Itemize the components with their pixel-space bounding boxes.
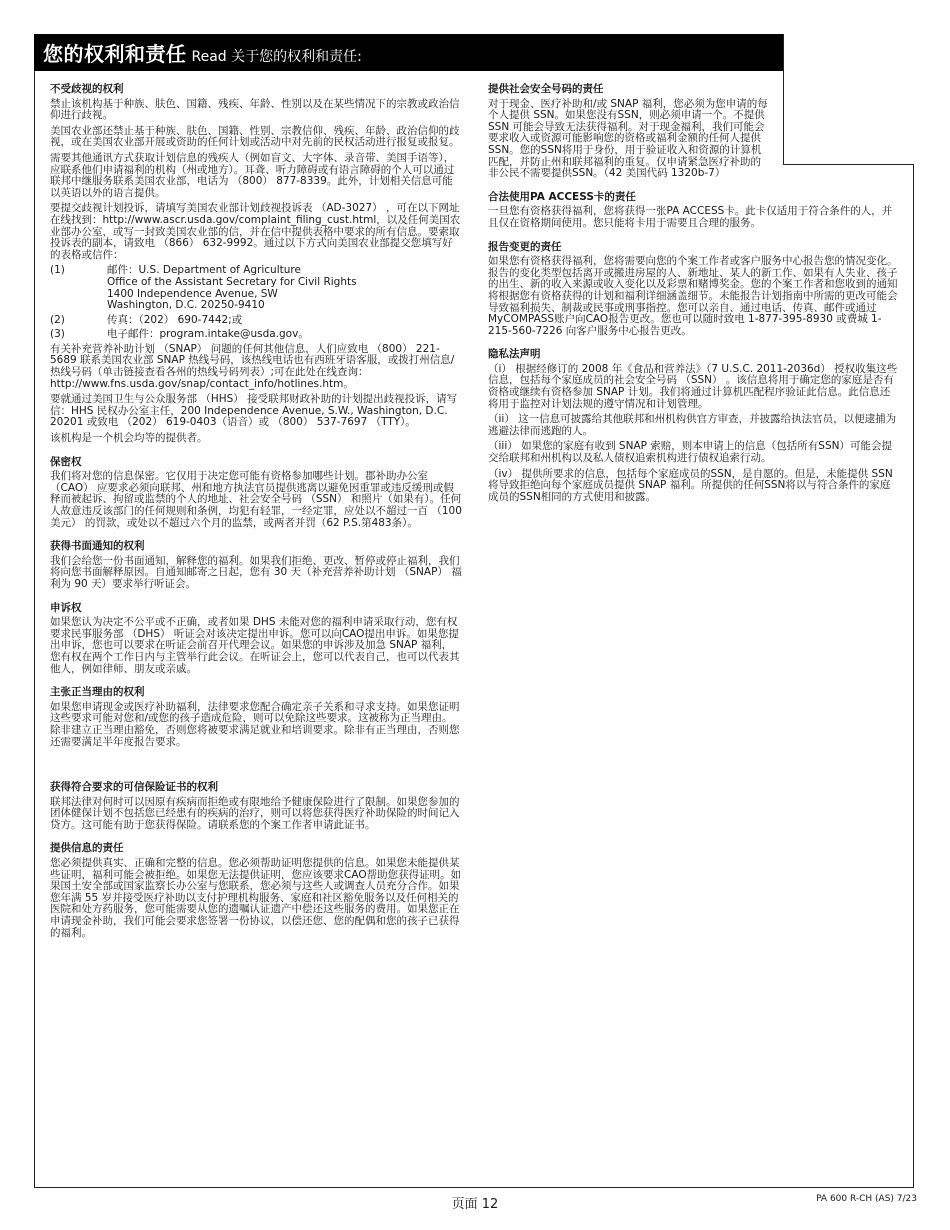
paragraph: 要提交歧视计划投诉，请填写美国农业部计划歧视投诉表 （AD-3027） ，可在以下网址在线找到：http://www.ascr.usda.gov/complaint_filing_cust.html，以及任何美国农业部办公室，或写一封致美国农业部的信，并在信中提供表格中要求的所有信息。要索取投诉表的副本，请致电 （866） 632-9992。通过以下方式向美国农业部提交您填写好的表格或信件： [50, 202, 461, 261]
paragraph: 对于现金、医疗补助和/或 SNAP 福利，您必须为您申请的每个人提供 SSN。如果您没有SSN，则必须申请一个。不提供 SSN 可能会导致无法获得福利。对于现金福利，我们可能会要求收入或资源可能影响您的资格或福利金额的任何人提供SSN。您的SSN将用于身份，用于验证收入和资源的计算机匹配，并防止州和联邦福利的重复。仅申请紧急医疗补助的非公民不需要提供SSN。（42 美国代码 1320b-7） [488, 97, 768, 180]
paragraph: （ii） 这一信息可披露给其他联邦和州机构供官方审查，并披露给执法官员，以便逮捕为逃避法律而逃跑的人。 [488, 413, 897, 437]
paragraph: （i） 根据经修订的 2008 年《食品和营养法》（7 U.S.C. 2011-2036d） 授权收集这些信息，包括每个家庭成员的社会安全号码 （SSN） 。该信息将用于确定您的家庭是否有资格或继续有资格参加 SNAP 计划。我们将通过计算机匹配程序验证此信息。此信息还将用于监控对计划法规的遵守情况和计划管理。 [488, 362, 898, 410]
paragraph: 您必须提供真实、正确和完整的信息。您必须帮助证明您提供的信息。如果您未能提供某些证明，福利可能会被拒绝。如果您无法提供证明，您应该要求CAO帮助您获得证明。如果国土安全部或国家监察长办公室与您联系，您必须与这些人或调查人员充分合作。如果您年满 55 岁并接受医疗补助以支付护理机构服务、家庭和社区豁免服务以及任何相关的医院和处方药服务，您可能需要从您的遗嘱认证遗产中偿还这些服务的费用。如果您正在申请现金补助，我们可能会要求您签署一份协议，以偿还您、您的配偶和您的孩子已获得的福利。 [50, 857, 462, 939]
right-column [488, 84, 900, 515]
contact-number: (3) [50, 328, 65, 341]
page-number: 页面 12 [451, 1197, 499, 1212]
section-heading: 提供信息的责任 [50, 842, 124, 855]
contact-mail [50, 265, 462, 311]
contact-email [50, 329, 462, 341]
section-privacy-act [488, 349, 900, 503]
section-good-cause [50, 687, 462, 748]
paragraph: 禁止该机构基于种族、肤色、国籍、残疾、年龄、性别以及在某些情况下的宗教或政治信仰进行歧视。 [50, 97, 460, 122]
section-provide-information [50, 843, 462, 939]
section-heading: 报告变更的责任 [488, 240, 562, 253]
section-heading: 获得书面通知的权利 [50, 540, 145, 553]
contact-line: program.intake@usda.gov。 [159, 328, 309, 341]
contact-line: U.S. Department of Agriculture [138, 264, 301, 277]
paragraph: 一旦您有资格获得福利，您将获得一张PA ACCESS卡。此卡仅适用于符合条件的人，并且仅在资格期间使用。您只能将卡用于需要且合理的服务。 [488, 205, 893, 229]
contact-label: 邮件： [107, 264, 139, 277]
section-heading: 获得符合要求的可信保险证书的权利 [50, 781, 218, 794]
paragraph: （iv） 提供所要求的信息，包括每个家庭成员的SSN，是自愿的。但是，未能提供 SSN 将导致拒绝向每个家庭成员提供 SNAP 福利。所提供的任何SSN将以与符合条件的家庭成员的SSN相同的方式使用和披露。 [488, 467, 893, 503]
paragraph: 美国农业部还禁止基于种族、肤色、国籍、性别、宗教信仰、残疾、年龄、政治信仰的歧视，或在美国农业部开展或资助的任何计划或活动中对先前的民权活动进行报复或报复。 [50, 124, 460, 149]
contact-line: Office of the Assistant Secretary for Civil Rights [107, 275, 357, 288]
section-non-discrimination [50, 84, 462, 445]
paragraph: 如果您申请现金或医疗补助福利，法律要求您配合确定亲子关系和寻求支持。如果您证明这些要求可能对您和/或您的孩子造成危险，则可以免除这些要求。这被称为正当理由。除非建立正当理由豁免，否则您将被要求满足就业和培训要求。除非有正当理由，否则您还需要满足半年度报告要求。 [50, 700, 460, 748]
contact-label: 传真： [107, 313, 139, 326]
section-heading: 申诉权 [50, 601, 82, 614]
contact-line: Washington, D.C. 20250-9410 [107, 299, 265, 312]
section-ssn [488, 84, 768, 180]
paragraph: （iii） 如果您的家庭有收到 SNAP 索赔，则本申请上的信息（包括所有SSN）可能会提交给联邦和州机构以及私人债权追索机构进行债权追索行动。 [488, 440, 892, 465]
page-title: 您的权利和责任 [43, 42, 187, 66]
contact-line: （202） 690-7442;或 [138, 313, 243, 326]
paragraph: 要就通过美国卫生与公众服务部 （HHS） 接受联邦财政补助的计划提出歧视投诉，请写信：HHS 民权办公室主任，200 Independence Avenue, S.W., Washington, D.C. 20201 或致电 （202） 619-0403（语音）或 （800） 537-7697 （TTY）。 [50, 393, 458, 429]
section-appeal [50, 603, 462, 676]
section-heading: 隐私法声明 [488, 348, 541, 361]
contact-line: 1400 Independence Avenue, SW [107, 287, 278, 300]
section-heading: 不受歧视的权利 [50, 83, 124, 95]
section-heading: 提供社会安全号码的责任 [488, 83, 604, 95]
section-access-card [488, 192, 900, 230]
paragraph: 如果您认为决定不公平或不正确，或者如果 DHS 未能对您的福利申请采取行动，您有权要求民事服务部 （DHS） 听证会对该决定提出申诉。您可以向CAO提出申诉。如果您提出申诉，您也可以要求在听证会前召开代理会议。如果您的申诉涉及加急 SNAP 福利，您有权在两个工作日内与主管举行此会议。在听证会上，您可以代表自己，也可以代表其他人，例如律师、朋友或亲戚。 [50, 616, 460, 675]
page-subtitle: Read 关于您的权利和责任: [191, 49, 362, 65]
left-column [50, 84, 462, 951]
section-insurance-certificate [50, 782, 462, 831]
page-title-bar [34, 34, 783, 71]
paragraph: 该机构是一个机会均等的提供者。 [50, 432, 208, 445]
paragraph: 我们会给您一份书面通知，解释您的福利。如果我们拒绝、更改、暂停或停止福利，我们将向您书面解释原因。自通知邮寄之日起，您有 30 天（补充营养补助计划 （SNAP） 福利为 90 天）要求举行听证会。 [50, 554, 462, 590]
paragraph: 如果您有资格获得福利，您将需要向您的个案工作者或客户服务中心报告您的情况变化。报告的变化类型包括离开或搬进房屋的人、新地址、某人的新工作、如果有人失业、孩子的出生、新的收入来源或收入变化以及彩票和赌博奖金。您的个案工作者和您收到的通知将根据您有资格获得的计划和福利详细涵盖细节。未能报告计划指南中所需的更改可能会导致福利损失、制裁或民事或刑事指控。您可以亲自、通过电话、传真、邮件或通过 MyCOMPASS账户向CAO报告更改。您也可以随时致电 1-877-395-8930 或费城 1-215-560-7226 向客户服务中心报告更改。 [488, 255, 898, 337]
contact-number: (2) [50, 313, 65, 326]
paragraph: 联邦法律对何时可以因原有疾病而拒绝或有限地给予健康保险进行了限制。如果您参加的团体健保计划不包括您已经患有的疾病的治疗，则可以将您获得医疗补助保险的时间记入贷方。这可能有助于您获得保险。请联系您的个案工作者申请此证书。 [50, 795, 460, 831]
section-heading: 主张正当理由的权利 [50, 686, 145, 699]
paragraph: 有关补充营养补助计划 （SNAP） 问题的任何其他信息，人们应致电 （800） 221-5689 联系美国农业部 SNAP 热线号码，该热线电话也有西班牙语客服，或拨打州信息/热线号码（单击链接查看各州的热线号码列表）;可在此处在线查询：http://www.fns.usda.gov/snap/contact_info/hotlines.htm。 [50, 342, 455, 390]
section-heading: 合法使用PA ACCESS卡的责任 [488, 190, 636, 203]
section-heading: 保密权 [50, 455, 82, 468]
form-id: PA 600 R-CH (AS) 7/23 [816, 1194, 917, 1204]
paragraph: 我们将对您的信息保密。它仅用于决定您可能有资格参加哪些计划。郡补助办公室 （CAO） 应要求必须向联邦、州和地方执法官员提供逃离以避免因重罪或违反缓刑或假释而被起诉、拘留或监禁的个人的地址、社会安全号码 （SSN） 和照片（如果有）。任何人故意违反该部门的任何规则和条例，均犯有轻罪，一经定罪，应处以不超过一百 （100美元） 的罚款，或处以不超过六个月的监禁，或两者并罚（62 P.S.第483条）。 [50, 470, 462, 529]
section-report-changes [488, 242, 900, 338]
contact-fax [50, 315, 462, 327]
paragraph: 需要其他通讯方式获取计划信息的残疾人（例如盲文、大字体、录音带、美国手语等），应联系他们申请福利的机构（州或地方）。耳聋、听力障碍或有语言障碍的个人可以通过联邦中继服务联系美国农业部，电话为 （800） 877-8339。此外，计划相关信息可能以英语以外的语言提供。 [50, 151, 455, 199]
section-confidentiality [50, 457, 462, 530]
section-written-notice [50, 541, 462, 590]
contact-number: (1) [50, 264, 65, 277]
contact-label: 电子邮件： [107, 328, 160, 341]
